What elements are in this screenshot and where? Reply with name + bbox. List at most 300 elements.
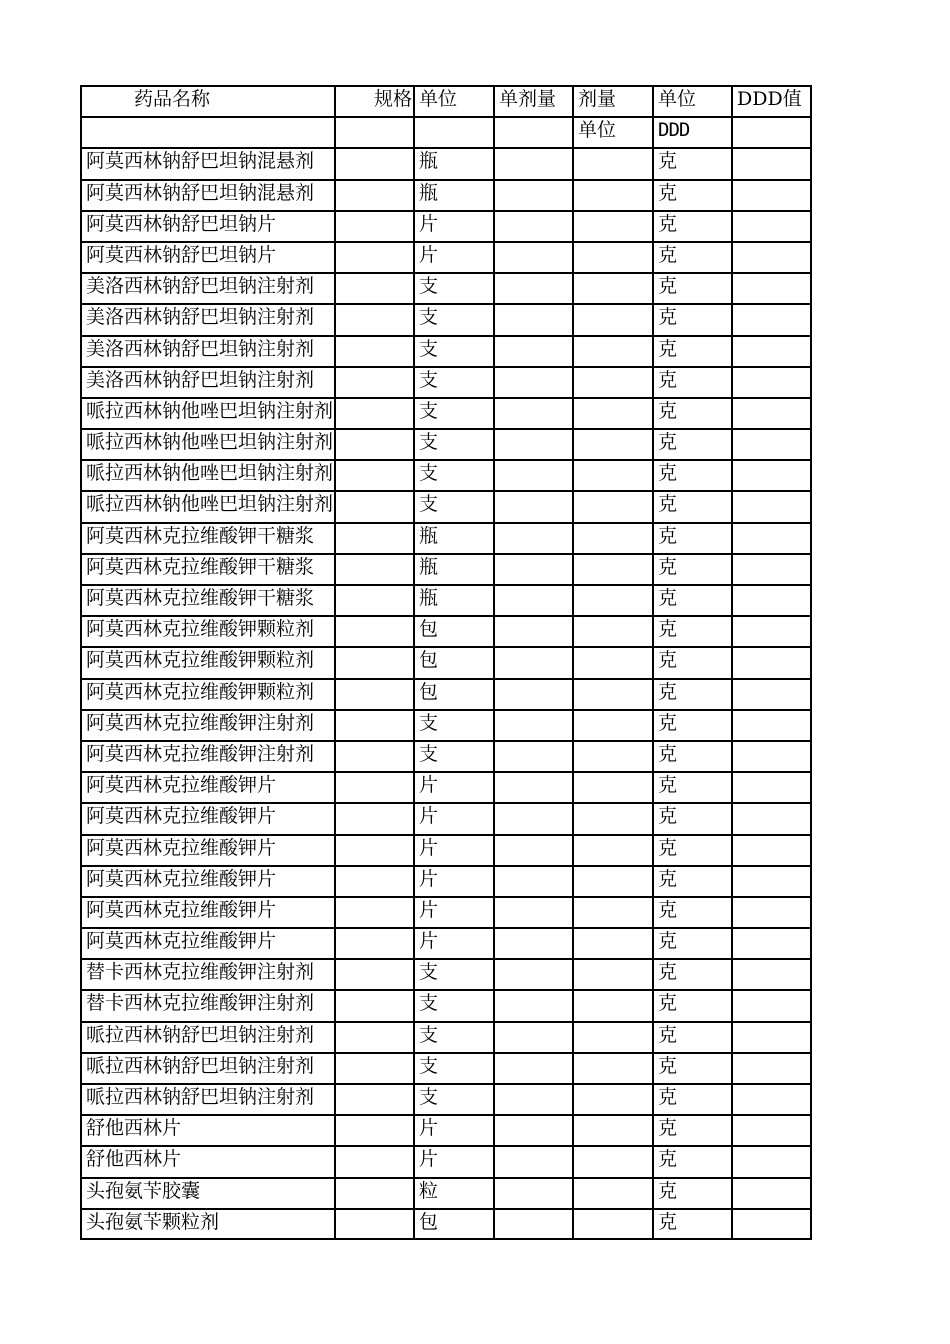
dose-unit-cell	[572, 1083, 652, 1114]
ddd-value-cell	[731, 335, 812, 366]
dose-unit-cell	[572, 1052, 652, 1083]
drug-name-cell	[80, 646, 334, 677]
drug-name-cell	[80, 989, 334, 1020]
table-row	[80, 241, 812, 272]
unit-cell-text: 包	[419, 649, 439, 672]
spec-cell	[334, 241, 413, 272]
dose-unit-cell	[572, 335, 652, 366]
single-dose-cell	[493, 210, 572, 241]
drug-name-cell	[80, 1208, 334, 1240]
dose-unit-cell	[572, 490, 652, 521]
unit-cell-text: 支	[419, 742, 439, 765]
unit-cell	[413, 802, 493, 833]
spec-cell	[334, 865, 413, 896]
unit-cell	[413, 397, 493, 428]
ddd-unit-cell	[652, 147, 731, 178]
unit-cell-text: 支	[419, 368, 439, 391]
ddd-unit-cell	[652, 1052, 731, 1083]
ddd-unit-cell-text: 克	[658, 555, 678, 578]
spec-cell	[334, 834, 413, 865]
ddd-unit-cell	[652, 678, 731, 709]
unit-cell-text: 片	[419, 243, 439, 266]
single-dose-cell	[493, 522, 572, 553]
drug-name-cell-text: 阿莫西林克拉维酸钾片	[86, 867, 277, 890]
drug-name-cell-text: 阿莫西林克拉维酸钾干糖浆	[86, 587, 315, 609]
single-dose-cell	[493, 1114, 572, 1145]
spec-cell	[334, 272, 413, 303]
drug-name-cell-text: 阿莫西林克拉维酸钾注射剂	[86, 711, 315, 734]
ddd-value-cell	[731, 709, 812, 740]
dose-unit-cell	[572, 584, 652, 615]
dose-unit-cell	[572, 740, 652, 771]
single-dose-cell	[493, 584, 572, 615]
unit-cell-text: 包	[419, 680, 439, 703]
table-body	[80, 147, 812, 1239]
ddd-value-cell	[731, 615, 812, 646]
drug-name-cell	[80, 958, 334, 989]
ddd-value-cell	[731, 366, 812, 397]
ddd-unit-cell-text: 克	[658, 462, 678, 485]
table-row	[80, 740, 812, 771]
dose-unit-cell	[572, 1177, 652, 1208]
table-row	[80, 646, 812, 677]
unit-cell-text: 支	[419, 275, 439, 298]
ddd-unit-cell	[652, 1145, 731, 1176]
unit-cell	[413, 678, 493, 709]
ddd-unit-cell-text: 克	[658, 399, 678, 422]
table-row	[80, 428, 812, 459]
ddd-value-cell	[731, 272, 812, 303]
unit-cell	[413, 335, 493, 366]
drug-name-cell-text: 阿莫西林钠舒巴坦钠片	[86, 243, 277, 266]
unit-cell	[413, 459, 493, 490]
unit-cell	[413, 1052, 493, 1083]
unit-cell-text: 支	[419, 1023, 439, 1046]
drug-name-cell-text: 哌拉西林钠他唑巴坦钠注射剂	[86, 431, 334, 454]
single-dose-cell	[493, 397, 572, 428]
ddd-value-cell	[731, 584, 812, 615]
ddd-unit-cell-text: 克	[658, 898, 678, 921]
single-dose-cell	[493, 303, 572, 334]
ddd-unit-cell	[652, 834, 731, 865]
ddd-value-cell	[731, 179, 812, 210]
drug-name-cell-text: 阿莫西林克拉维酸钾颗粒剂	[86, 649, 315, 672]
ddd-value-cell	[731, 740, 812, 771]
ddd-unit-cell-text: 克	[658, 1210, 678, 1233]
ddd-unit-cell	[652, 646, 731, 677]
ddd-value-cell	[731, 210, 812, 241]
ddd-unit-cell-text: 克	[658, 961, 678, 984]
drug-name-cell	[80, 179, 334, 210]
spec-cell	[334, 802, 413, 833]
unit-cell-text: 片	[419, 898, 439, 921]
drug-name-cell	[80, 210, 334, 241]
spec-cell	[334, 958, 413, 989]
unit-cell-text: 片	[419, 774, 439, 797]
table-row	[80, 1145, 812, 1176]
drug-name-cell	[80, 303, 334, 334]
drug-name-cell-text: 阿莫西林克拉维酸钾颗粒剂	[86, 680, 315, 703]
drug-name-cell-text: 阿莫西林克拉维酸钾片	[86, 898, 277, 921]
dose-unit-cell	[572, 927, 652, 958]
ddd-unit-cell-text: 克	[658, 431, 678, 454]
header2-blank	[413, 116, 493, 147]
single-dose-cell	[493, 179, 572, 210]
spec-cell	[334, 771, 413, 802]
ddd-unit-cell	[652, 989, 731, 1020]
drug-name-cell-text: 头孢氨苄胶囊	[86, 1179, 201, 1202]
ddd-unit-cell	[652, 1021, 731, 1052]
ddd-unit-cell	[652, 428, 731, 459]
ddd-value-cell	[731, 1145, 812, 1176]
header-row-2	[80, 116, 812, 147]
unit-cell	[413, 1208, 493, 1240]
single-dose-cell	[493, 241, 572, 272]
ddd-unit-cell-text: 克	[658, 181, 678, 204]
single-dose-cell	[493, 147, 572, 178]
drug-name-cell-text: 美洛西林钠舒巴坦钠注射剂	[86, 368, 315, 391]
spec-cell	[334, 147, 413, 178]
table-row	[80, 179, 812, 210]
single-dose-cell	[493, 428, 572, 459]
dose-unit-cell	[572, 834, 652, 865]
spec-cell	[334, 1177, 413, 1208]
drug-name-cell-text: 哌拉西林钠他唑巴坦钠注射剂	[86, 462, 334, 485]
table-row	[80, 1177, 812, 1208]
ddd-unit-cell-text: 克	[658, 774, 678, 797]
unit-cell	[413, 522, 493, 553]
unit-cell-text: 片	[419, 1148, 439, 1171]
ddd-unit-cell-text: 克	[658, 649, 678, 672]
spec-cell	[334, 584, 413, 615]
dose-unit-cell	[572, 958, 652, 989]
header2-dose-unit: 单位	[572, 116, 652, 147]
ddd-value-cell	[731, 834, 812, 865]
drug-name-cell-text: 阿莫西林克拉维酸钾干糖浆	[86, 555, 315, 578]
drug-name-cell-text: 阿莫西林克拉维酸钾片	[86, 930, 277, 953]
ddd-value-cell	[731, 553, 812, 584]
header2-blank	[493, 116, 572, 147]
ddd-unit-cell	[652, 335, 731, 366]
ddd-value-cell	[731, 678, 812, 709]
table-row	[80, 272, 812, 303]
unit-cell-text: 支	[419, 711, 439, 734]
unit-cell	[413, 865, 493, 896]
table-row	[80, 615, 812, 646]
table-row	[80, 366, 812, 397]
ddd-unit-cell-text: 克	[658, 1054, 678, 1077]
drug-name-cell	[80, 241, 334, 272]
ddd-value-cell	[731, 1052, 812, 1083]
unit-cell	[413, 179, 493, 210]
ddd-unit-cell-text: 克	[658, 742, 678, 765]
drug-name-cell	[80, 459, 334, 490]
ddd-value-cell	[731, 771, 812, 802]
single-dose-cell	[493, 1177, 572, 1208]
ddd-unit-cell-text: 克	[658, 337, 678, 360]
drug-name-cell-text: 美洛西林钠舒巴坦钠注射剂	[86, 337, 315, 360]
single-dose-cell	[493, 459, 572, 490]
ddd-unit-cell	[652, 272, 731, 303]
spec-cell	[334, 1083, 413, 1114]
ddd-unit-cell-text: 克	[658, 1086, 678, 1108]
table-row	[80, 1083, 812, 1114]
drug-name-cell	[80, 335, 334, 366]
drug-name-cell-text: 哌拉西林钠舒巴坦钠注射剂	[86, 1023, 315, 1046]
unit-cell	[413, 210, 493, 241]
ddd-unit-cell	[652, 179, 731, 210]
dose-unit-cell	[572, 678, 652, 709]
ddd-unit-cell-text: 克	[658, 493, 678, 516]
table-row	[80, 210, 812, 241]
table-row	[80, 709, 812, 740]
dose-unit-cell	[572, 179, 652, 210]
unit-cell	[413, 303, 493, 334]
drug-name-cell	[80, 802, 334, 833]
ddd-unit-cell	[652, 709, 731, 740]
drug-name-cell	[80, 272, 334, 303]
unit-cell	[413, 366, 493, 397]
dose-unit-cell	[572, 397, 652, 428]
drug-name-cell	[80, 834, 334, 865]
drug-name-cell-text: 阿莫西林钠舒巴坦钠混悬剂	[86, 150, 315, 173]
dose-unit-cell	[572, 1145, 652, 1176]
single-dose-cell	[493, 553, 572, 584]
single-dose-cell	[493, 490, 572, 521]
ddd-value-cell	[731, 459, 812, 490]
spec-cell	[334, 896, 413, 927]
table-row	[80, 397, 812, 428]
dose-unit-cell	[572, 1114, 652, 1145]
single-dose-cell	[493, 771, 572, 802]
ddd-unit-cell	[652, 522, 731, 553]
unit-cell-text: 瓶	[419, 555, 439, 578]
unit-cell	[413, 1177, 493, 1208]
ddd-unit-cell	[652, 210, 731, 241]
spec-cell	[334, 335, 413, 366]
spec-cell	[334, 1145, 413, 1176]
unit-cell-text: 瓶	[419, 150, 439, 173]
spec-cell	[334, 646, 413, 677]
spec-cell	[334, 210, 413, 241]
dose-unit-cell	[572, 303, 652, 334]
ddd-unit-cell-text: 克	[658, 524, 678, 547]
dose-unit-cell	[572, 865, 652, 896]
ddd-unit-cell-text: 克	[658, 368, 678, 391]
single-dose-cell	[493, 958, 572, 989]
dose-unit-cell	[572, 646, 652, 677]
dose-unit-cell	[572, 459, 652, 490]
ddd-unit-cell	[652, 366, 731, 397]
drug-name-cell-text: 哌拉西林钠舒巴坦钠注射剂	[86, 1086, 315, 1108]
drug-name-cell	[80, 1083, 334, 1114]
ddd-unit-cell	[652, 771, 731, 802]
dose-unit-cell	[572, 210, 652, 241]
ddd-unit-cell	[652, 896, 731, 927]
drug-name-cell	[80, 366, 334, 397]
ddd-value-cell	[731, 428, 812, 459]
single-dose-cell	[493, 927, 572, 958]
drug-name-cell	[80, 584, 334, 615]
unit-cell-text: 片	[419, 930, 439, 953]
single-dose-cell	[493, 272, 572, 303]
drug-name-cell-text: 阿莫西林克拉维酸钾干糖浆	[86, 524, 315, 547]
unit-cell	[413, 1114, 493, 1145]
spec-cell	[334, 303, 413, 334]
spec-cell	[334, 615, 413, 646]
unit-cell	[413, 1021, 493, 1052]
single-dose-cell	[493, 615, 572, 646]
drug-name-cell-text: 阿莫西林克拉维酸钾片	[86, 805, 277, 828]
ddd-value-cell	[731, 802, 812, 833]
unit-cell-text: 支	[419, 462, 439, 485]
ddd-unit-cell-text: 克	[658, 680, 678, 703]
single-dose-cell	[493, 678, 572, 709]
dose-unit-cell	[572, 896, 652, 927]
unit-cell	[413, 584, 493, 615]
single-dose-cell	[493, 646, 572, 677]
spec-cell	[334, 927, 413, 958]
spec-cell	[334, 1208, 413, 1240]
ddd-unit-cell-text: 克	[658, 1117, 678, 1140]
drug-name-cell	[80, 1145, 334, 1176]
unit-cell	[413, 1083, 493, 1114]
drug-name-cell	[80, 709, 334, 740]
unit-cell	[413, 958, 493, 989]
ddd-unit-cell-text: 克	[658, 306, 678, 329]
ddd-value-cell	[731, 989, 812, 1020]
unit-cell-text: 支	[419, 961, 439, 984]
ddd-value-cell	[731, 958, 812, 989]
spec-cell	[334, 179, 413, 210]
table-row	[80, 1208, 812, 1239]
single-dose-cell	[493, 896, 572, 927]
ddd-value-cell	[731, 490, 812, 521]
ddd-unit-cell	[652, 802, 731, 833]
unit-cell	[413, 428, 493, 459]
unit-cell-text: 支	[419, 431, 439, 454]
drug-name-cell-text: 美洛西林钠舒巴坦钠注射剂	[86, 306, 315, 329]
drug-name-cell-text: 哌拉西林钠他唑巴坦钠注射剂	[86, 399, 334, 422]
drug-name-cell	[80, 927, 334, 958]
unit-cell-text: 包	[419, 618, 439, 641]
single-dose-cell	[493, 865, 572, 896]
drug-name-cell	[80, 397, 334, 428]
drug-name-cell	[80, 615, 334, 646]
unit-cell	[413, 272, 493, 303]
drug-name-cell-text: 舒他西林片	[86, 1148, 182, 1171]
drug-name-cell-text: 阿莫西林克拉维酸钾颗粒剂	[86, 618, 315, 641]
unit-cell	[413, 709, 493, 740]
unit-cell	[413, 989, 493, 1020]
drug-name-cell-text: 舒他西林片	[86, 1117, 182, 1140]
drug-name-cell	[80, 147, 334, 178]
unit-cell	[413, 241, 493, 272]
spec-cell	[334, 1021, 413, 1052]
spec-cell	[334, 366, 413, 397]
drug-name-cell-text: 阿莫西林钠舒巴坦钠片	[86, 212, 277, 235]
ddd-unit-cell-text: 克	[658, 275, 678, 298]
ddd-value-cell	[731, 397, 812, 428]
drug-name-cell	[80, 490, 334, 521]
spec-cell	[334, 553, 413, 584]
table-row	[80, 678, 812, 709]
unit-cell	[413, 615, 493, 646]
single-dose-cell	[493, 1021, 572, 1052]
table-row	[80, 771, 812, 802]
ddd-value-cell	[731, 646, 812, 677]
unit-cell-text: 支	[419, 1054, 439, 1077]
ddd-unit-cell-text: 克	[658, 711, 678, 734]
unit-cell-text: 片	[419, 805, 439, 828]
drug-name-cell	[80, 896, 334, 927]
unit-cell	[413, 740, 493, 771]
unit-cell-text: 支	[419, 337, 439, 360]
drug-name-cell-text: 阿莫西林克拉维酸钾注射剂	[86, 742, 315, 765]
dose-unit-cell	[572, 147, 652, 178]
table-row	[80, 335, 812, 366]
drug-name-cell	[80, 678, 334, 709]
ddd-value-cell	[731, 522, 812, 553]
drug-name-cell-text: 哌拉西林钠舒巴坦钠注射剂	[86, 1054, 315, 1077]
table-row	[80, 303, 812, 334]
spec-cell	[334, 490, 413, 521]
ddd-unit-cell	[652, 927, 731, 958]
header-ddd-value: DDD值	[731, 85, 812, 116]
unit-cell-text: 支	[419, 493, 439, 516]
unit-cell	[413, 927, 493, 958]
unit-cell-text: 瓶	[419, 181, 439, 204]
drug-name-cell	[80, 522, 334, 553]
dose-unit-cell	[572, 428, 652, 459]
table-row	[80, 865, 812, 896]
ddd-unit-cell-text: 克	[658, 243, 678, 266]
unit-cell	[413, 646, 493, 677]
ddd-unit-cell	[652, 1177, 731, 1208]
dose-unit-cell	[572, 522, 652, 553]
ddd-unit-cell-text: 克	[658, 1179, 678, 1202]
single-dose-cell	[493, 740, 572, 771]
dose-unit-cell	[572, 1021, 652, 1052]
table-row	[80, 989, 812, 1020]
unit-cell	[413, 896, 493, 927]
ddd-unit-cell	[652, 241, 731, 272]
ddd-value-cell	[731, 927, 812, 958]
unit-cell-text: 片	[419, 836, 439, 859]
drug-name-cell	[80, 428, 334, 459]
spec-cell	[334, 1052, 413, 1083]
ddd-unit-cell	[652, 1114, 731, 1145]
dose-unit-cell	[572, 802, 652, 833]
drug-name-cell-text: 头孢氨苄颗粒剂	[86, 1210, 220, 1233]
unit-cell-text: 片	[419, 867, 439, 890]
unit-cell-text: 片	[419, 1117, 439, 1140]
drug-name-cell	[80, 1177, 334, 1208]
spec-cell	[334, 459, 413, 490]
ddd-unit-cell	[652, 958, 731, 989]
unit-cell-text: 支	[419, 399, 439, 422]
drug-name-cell-text: 替卡西林克拉维酸钾注射剂	[86, 961, 315, 984]
ddd-unit-cell-text: 克	[658, 930, 678, 953]
ddd-unit-cell-text: 克	[658, 836, 678, 859]
spec-cell	[334, 709, 413, 740]
header2-ddd: DDD	[652, 116, 731, 147]
ddd-unit-cell-text: 克	[658, 618, 678, 641]
unit-cell-text: 支	[419, 306, 439, 329]
ddd-unit-cell-text: 克	[658, 587, 678, 609]
ddd-unit-cell	[652, 1083, 731, 1114]
single-dose-cell	[493, 366, 572, 397]
